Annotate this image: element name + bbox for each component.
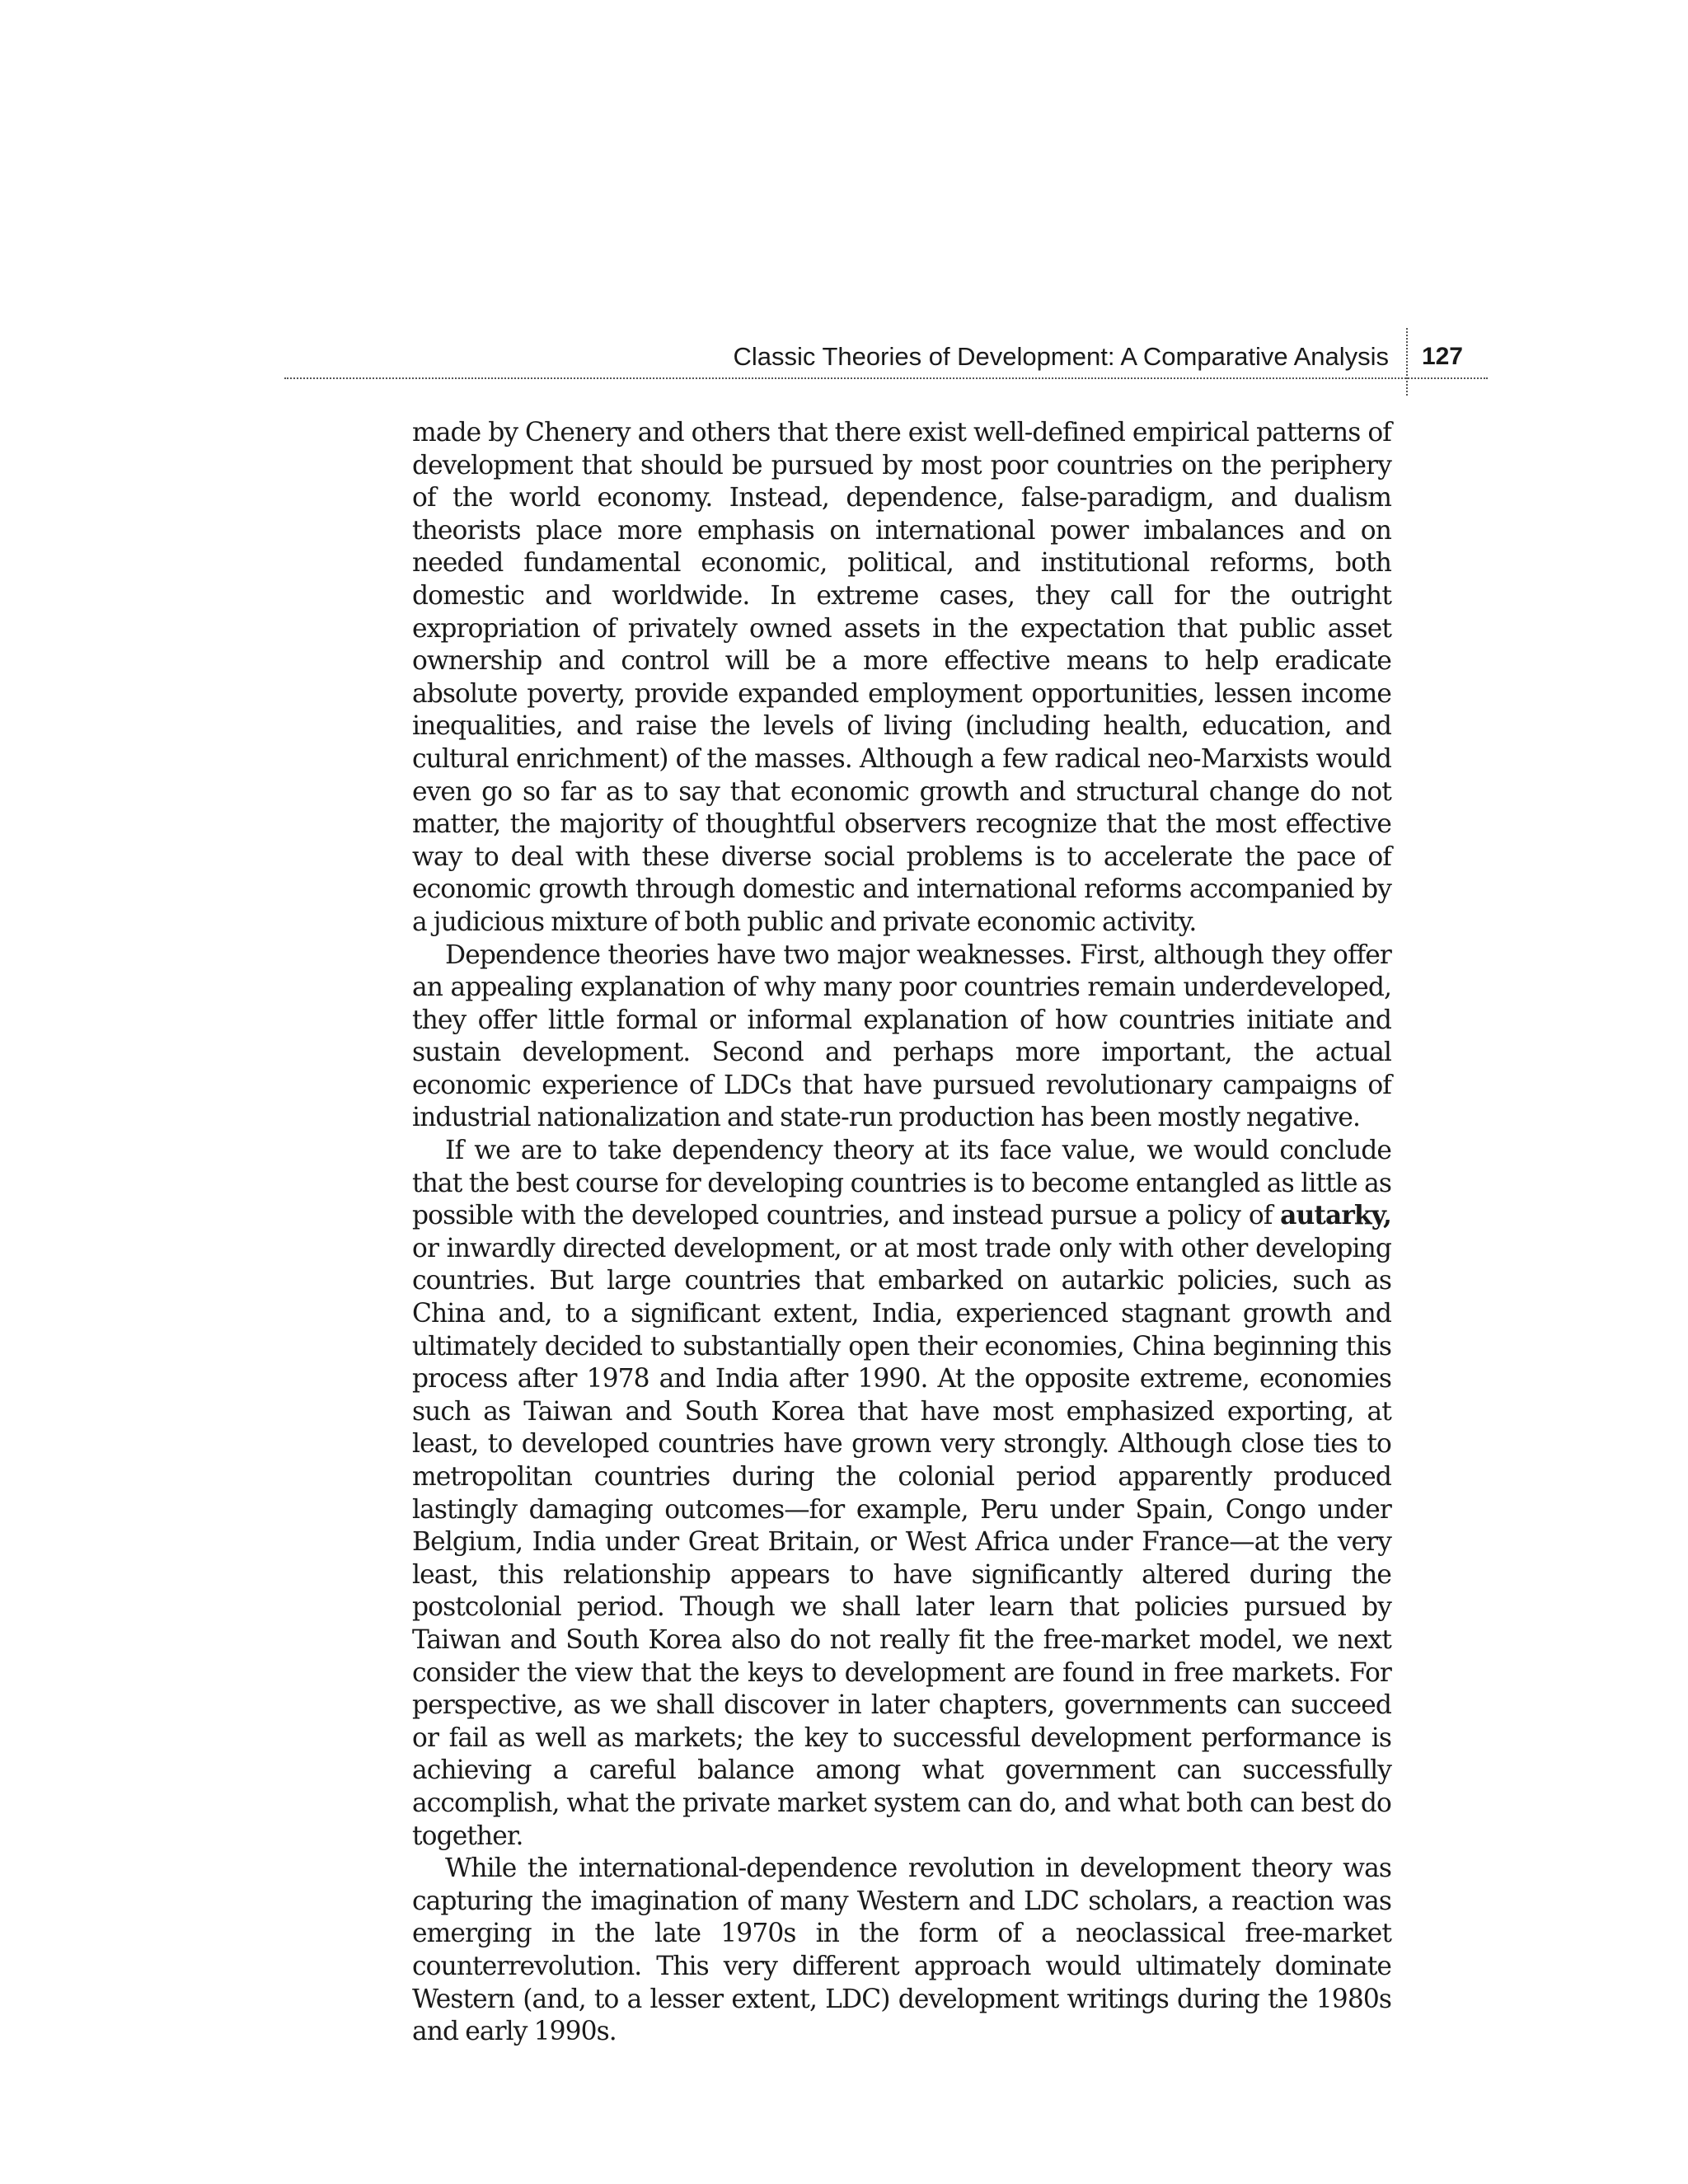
paragraph-3 [412, 1135, 1391, 1853]
body-text [412, 417, 1391, 2049]
running-head [284, 336, 1488, 377]
running-title: Classic Theories of Development: A Comparative Analysis [733, 342, 1389, 371]
page-number: 127 [1421, 343, 1463, 370]
paragraph-1: made by Chenery and others that there exist well-defined empirical patterns of development that should be pursued by most poor countries on the periphery of the world economy. Instead, dependence, false-paradigm, and dualism theorists place more emphasis on international power imbalances and on needed fundamental economic, political, and institutional reforms, both domestic and worldwide. In extreme cases, they call for the outright expropriation of privately owned assets in the expectation that public asset ownership and control will be a more effective means to help eradicate absolute poverty, provide expanded employment opportunities, lessen income inequalities, and raise the levels of living (including health, education, and cultural enrichment) of the masses. Although a few radical neo-Marxists would even go so far as to say that economic growth and structural change do not matter, the majority of thoughtful observers recognize that the most effective way to deal with these diverse social problems is to accelerate the pace of economic growth through domestic and international reforms accompanied by a judicious mixture of both public and private economic activity. [412, 418, 1391, 937]
header-divider [1406, 328, 1408, 396]
paragraph-3-text-after: or inwardly directed development, or at most trade only with other developing countries. But large countries that embarked on autarkic policies, such as China and, to a significant extent, India, experienced stagnant growth and ultimately decided to substantially open their economies, China beginning this process after 1978 and India after 1990. At the opposite extreme, economies such as Taiwan and South Korea that have most emphasized exporting, at least, to developed countries have grown very strongly. Although close ties to metropolitan countries during the colonial period apparently produced lastingly damaging outcomes—for example, Peru under Spain, Congo under Belgium, India under Great Britain, or West Africa under France—at the very least, this relationship appears to have significantly altered during the postcolonial period. Though we shall later learn that policies pursued by Taiwan and South Korea also do not really fit the free-market model, we next consider the view that the keys to development are found in free markets. For perspective, as we shall discover in later chapters, governments can succeed or fail as well as markets; the key to successful development performance is achieving a careful balance among what government can successfully accomplish, what the private market system can do, and what both can best do together. [412, 1233, 1391, 1851]
header-rule [284, 377, 1488, 379]
paragraph-3-text-before: If we are to take dependency theory at its face value, we would conclude that the best course for developing countries is to become entangled as little as possible with the developed countries, and instead pursue a policy of [412, 1136, 1391, 1231]
paragraph-4: While the international-dependence revolution in development theory was capturing the imagination of many Western and LDC scholars, a reaction was emerging in the late 1970s in the form of a neoclassical free-market counterrevolution. This very different approach would ultimately dominate Western (and, to a lesser extent, LDC) development writings during the 1980s and early 1990s. [412, 1854, 1391, 2047]
key-term-autarky: autarky, [1280, 1201, 1391, 1231]
paragraph-2: Dependence theories have two major weaknesses. First, although they offer an appealing explanation of why many poor countries remain underdeveloped, they offer little formal or informal explanation of how countries initiate and sustain development. Second and perhaps more important, the actual economic experience of LDCs that have pursued revolutionary campaigns of industrial nationalization and state-run production has been mostly negative. [412, 940, 1391, 1133]
